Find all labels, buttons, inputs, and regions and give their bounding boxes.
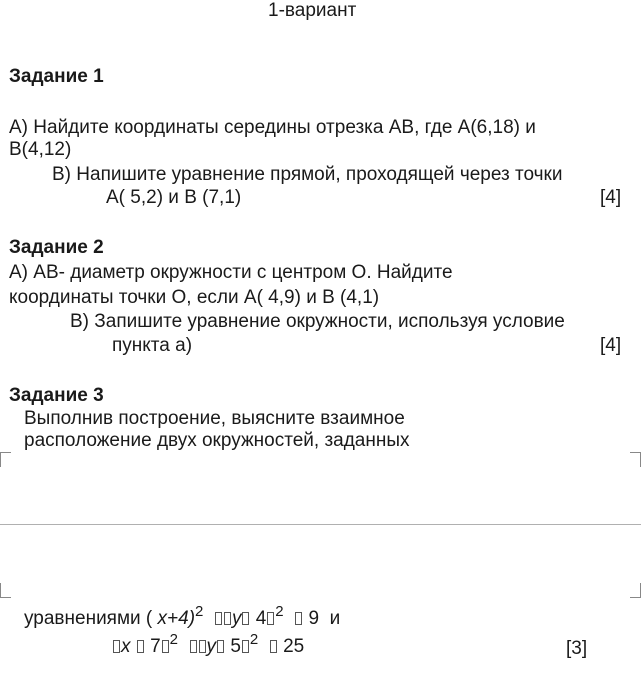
task2-title: Задание 2 [9, 237, 104, 258]
task2-part-b-line1: В) Запишите уравнение окружности, используя условие [70, 311, 565, 332]
missing-glyph-icon [217, 640, 224, 653]
eq2-exponent2: 2 [249, 631, 259, 648]
missing-glyph-icon [242, 612, 249, 625]
eq2-exponent1: 2 [169, 631, 178, 648]
task3-equation1 [24, 603, 341, 631]
missing-glyph-icon [215, 612, 222, 625]
missing-glyph-icon [267, 612, 274, 625]
eq1-rhs: 9 [308, 608, 320, 629]
task2-part-b-line2: пункта а) [112, 335, 193, 356]
eq2-num2: 5 [230, 636, 241, 657]
missing-glyph-icon [162, 640, 169, 653]
missing-glyph-icon [242, 640, 249, 653]
task2-part-a-line1: А) АВ- диаметр окружности с центром О. Найдите [9, 262, 453, 283]
task1-part-a-line1: А) Найдите координаты середины отрезка АВ, где А(6,18) и [9, 117, 536, 138]
page-corner-bottom-left [0, 583, 11, 598]
task3-score-mark: [3] [566, 638, 588, 659]
task1-score-mark: [4] [600, 187, 622, 208]
eq1-exponent2: 2 [275, 603, 284, 620]
page-break-rule [0, 524, 641, 525]
eq-intro: уравнениями ( [24, 608, 153, 629]
page-corner-bottom-right [630, 583, 641, 598]
variant-title: 1-вариант [268, 0, 357, 21]
task2-part-a-line2: координаты точки О, если А( 4,9) и В (4,1) [9, 287, 380, 308]
task1-title: Задание 1 [9, 66, 104, 87]
missing-glyph-icon [224, 612, 231, 625]
task1-part-a-line2: В(4,12) [9, 139, 72, 160]
task1-part-b-line2: А( 5,2) и В (7,1) [106, 187, 242, 208]
page-corner-top-left [0, 452, 11, 467]
task1-part-b-line1: В) Напишите уравнение прямой, проходящей через точки [52, 164, 563, 185]
eq2-y: y [206, 636, 217, 657]
task3-line2: расположение двух окружностей, заданных [24, 430, 410, 451]
eq-and: и [329, 608, 341, 629]
eq1-num: 4 [255, 608, 267, 629]
missing-glyph-icon [113, 640, 120, 653]
task3-title: Задание 3 [9, 385, 104, 406]
eq2-num1: 7 [150, 636, 161, 657]
missing-glyph-icon [137, 640, 144, 653]
eq2-x: x [121, 636, 131, 657]
eq2-rhs: 25 [283, 636, 305, 657]
missing-glyph-icon [190, 640, 197, 653]
missing-glyph-icon [270, 640, 277, 653]
missing-glyph-icon [295, 612, 302, 625]
eq1-exponent: 2 [195, 603, 204, 620]
eq1-y: y [231, 608, 242, 629]
task2-score-mark: [4] [600, 335, 622, 356]
task3-equation2 [112, 631, 305, 659]
page-corner-top-right [630, 452, 641, 467]
eq1-base: x+4) [157, 608, 196, 629]
missing-glyph-icon [199, 640, 206, 653]
task3-line1: Выполнив построение, выясните взаимное [24, 408, 405, 429]
